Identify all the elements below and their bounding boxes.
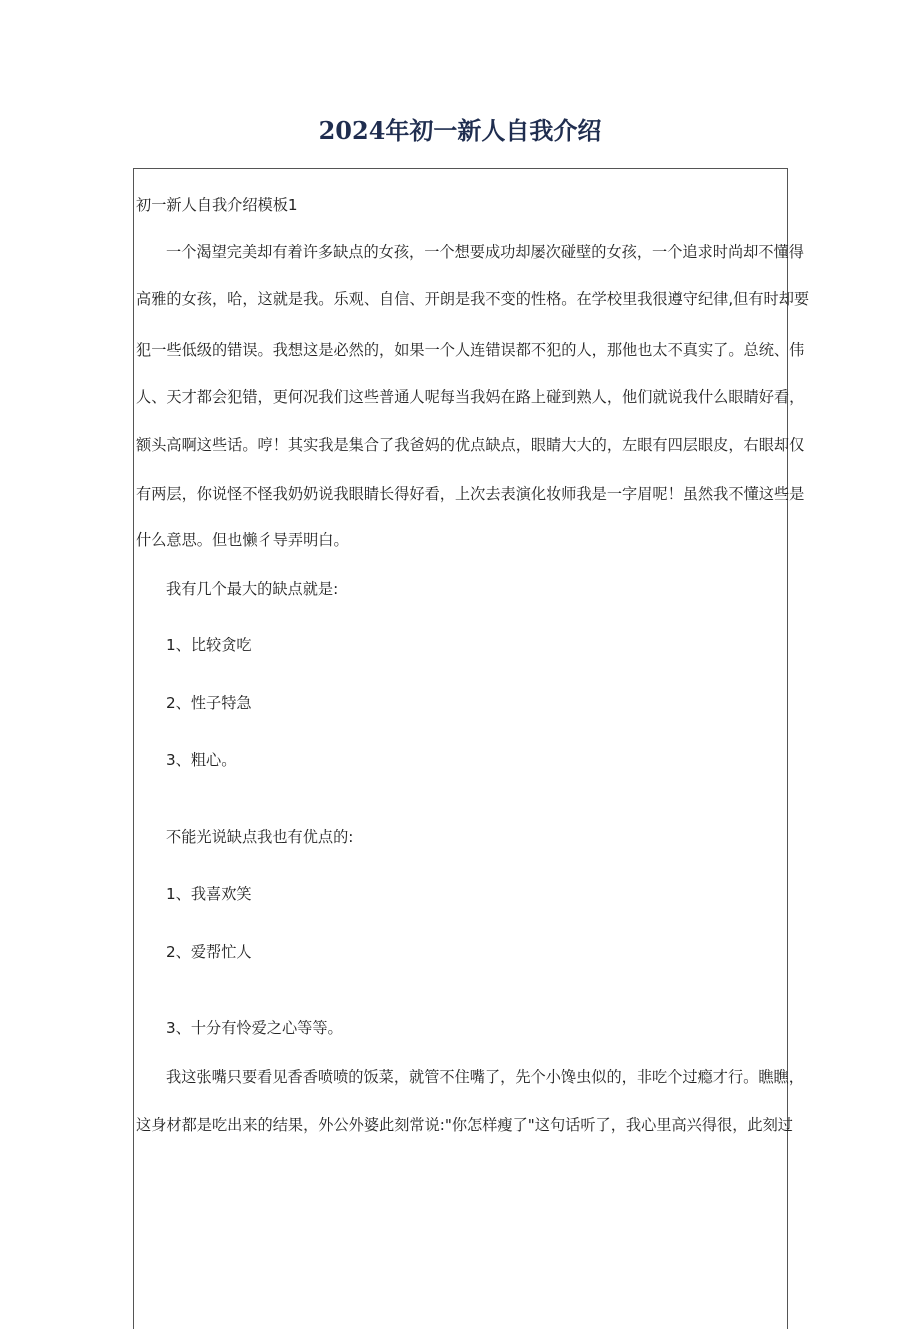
- paragraph2-line: 这身材都是吃出来的结果，外公外婆此刻常说:"你怎样瘦了"这句话听了，我心里高兴得很，此刻过: [136, 1116, 793, 1134]
- paragraph1-line: 额头高啊这些话。哼！其实我是集合了我爸妈的优点缺点，眼睛大大的，左眼有四层眼皮，右眼却仅: [136, 436, 805, 454]
- strength-item: 3、十分有怜爱之心等等。: [166, 1019, 343, 1037]
- shortcoming-item: 1、比较贪吃: [166, 636, 252, 654]
- paragraph1-line: 有两层，你说怪不怪我奶奶说我眼睛长得好看，上次去表演化妆师我是一字眉呢！虽然我不懂这些是: [136, 485, 805, 503]
- paragraph1-line: 人、天才都会犯错，更何况我们这些普通人呢每当我妈在路上碰到熟人，他们就说我什么眼睛好看，: [136, 388, 805, 406]
- strengths-intro: 不能光说缺点我也有优点的:: [166, 828, 354, 846]
- paragraph1-line: 高雅的女孩，哈，这就是我。乐观、自信、开朗是我不变的性格。在学校里我很遵守纪律,但有时却要: [136, 290, 810, 308]
- strength-item: 2、爱帮忙人: [166, 943, 252, 961]
- paragraph2-line: 我这张嘴只要看见香香喷喷的饭菜，就管不住嘴了，先个小馋虫似的，非吃个过瘾才行。瞧瞧，: [166, 1068, 804, 1086]
- shortcoming-item: 2、性子特急: [166, 694, 252, 712]
- strength-item: 1、我喜欢笑: [166, 885, 252, 903]
- shortcomings-intro: 我有几个最大的缺点就是:: [166, 580, 339, 598]
- paragraph1-line: 一个渴望完美却有着许多缺点的女孩，一个想要成功却屡次碰壁的女孩，一个追求时尚却不懂得: [166, 243, 804, 261]
- paragraph1-line: 犯一些低级的错误。我想这是必然的，如果一个人连错误都不犯的人，那他也太不真实了。总统、伟: [136, 341, 805, 359]
- section-heading: 初一新人自我介绍模板1: [136, 196, 298, 214]
- document-title: 2024年初一新人自我介绍: [318, 116, 602, 145]
- paragraph1-line: 什么意思。但也懒彳导弄明白。: [136, 531, 349, 549]
- shortcoming-item: 3、粗心。: [166, 751, 237, 769]
